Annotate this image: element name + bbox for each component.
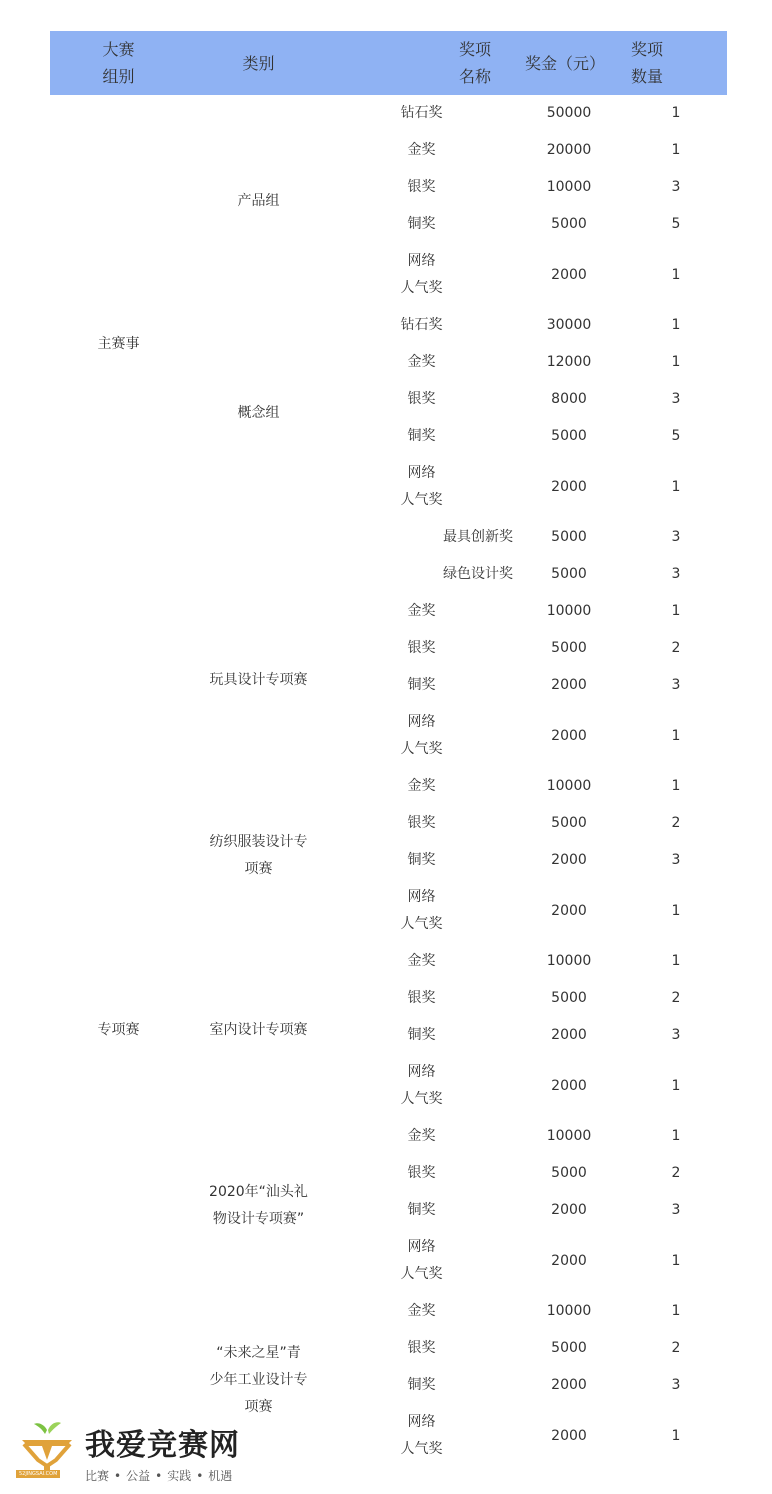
tagline-item: 机遇: [208, 1469, 233, 1483]
prize-cell: 5000: [551, 990, 587, 1006]
award-name-cell: [330, 206, 513, 243]
award-name-cell: [330, 307, 513, 344]
count-cell: 3: [671, 566, 681, 582]
award-name-cell: [330, 1293, 513, 1330]
award-name: 钻石奖: [400, 317, 443, 333]
award-name-cell: [330, 980, 513, 1017]
award-name-cell: [187, 556, 513, 593]
award-name-cell: [330, 1367, 513, 1404]
category-cell: [187, 593, 330, 768]
prize-cell: 2000: [551, 266, 587, 283]
watermark-tagline: [85, 1467, 232, 1484]
count-cell: 3: [671, 1377, 681, 1393]
category-label: 纺织服装设计专 项赛: [209, 833, 308, 877]
award-name: 最具创新奖: [443, 529, 513, 545]
count-cell: 1: [671, 266, 681, 283]
category-label: 2020年“汕头礼 物设计专项赛”: [209, 1183, 308, 1227]
prize-cell: 5000: [551, 216, 587, 232]
category-label: “未来之星”青 少年工业设计专 项赛: [209, 1345, 308, 1415]
count-cell: 2: [671, 990, 681, 1006]
count-cell: 1: [671, 603, 681, 619]
header-prize: [513, 31, 625, 95]
count-cell: 1: [671, 1128, 681, 1144]
award-name-cell: [330, 169, 513, 206]
prize-cell: 10000: [546, 778, 592, 794]
award-name: 金奖: [407, 354, 436, 370]
group-label: 主赛事: [97, 335, 140, 352]
category-cell: [187, 768, 330, 943]
award-name-cell: [330, 630, 513, 667]
award-name: 网络 人气奖: [400, 1064, 443, 1107]
award-name-cell: [330, 1054, 513, 1118]
award-name-cell: [330, 593, 513, 630]
award-name: 银奖: [407, 815, 436, 831]
table-header-row: [50, 31, 727, 95]
tagline-item: 比赛: [85, 1469, 110, 1483]
award-name: 金奖: [407, 1128, 436, 1144]
group-label: 专项赛: [97, 1022, 140, 1038]
prize-cell: 12000: [546, 354, 592, 370]
watermark-url: 52JINGSAI.COM: [16, 1470, 60, 1478]
count-cell: 5: [671, 216, 681, 232]
category-cell: [187, 307, 330, 519]
award-name: 网络 人气奖: [400, 1239, 443, 1282]
award-name-cell: [330, 418, 513, 455]
prize-cell: 10000: [546, 953, 592, 969]
prize-cell: 2000: [551, 677, 587, 693]
prize-cell: 10000: [546, 179, 592, 195]
award-name-cell: [330, 132, 513, 169]
header-award: [330, 31, 513, 95]
award-name-cell: [330, 1330, 513, 1367]
award-name: 银奖: [407, 640, 436, 656]
award-name: 钻石奖: [400, 105, 443, 121]
prize-cell: 5000: [551, 566, 587, 582]
count-cell: 1: [671, 142, 681, 158]
award-name-cell: [330, 344, 513, 381]
prize-cell: 5000: [551, 640, 587, 656]
award-name-cell: [330, 1192, 513, 1229]
category-cell: [187, 95, 330, 307]
award-name-cell: [330, 768, 513, 805]
prize-cell: 2000: [551, 1252, 587, 1269]
count-cell: 2: [671, 815, 681, 831]
awards-table: [50, 31, 727, 1468]
count-cell: 2: [671, 1165, 681, 1181]
award-name: 银奖: [407, 391, 436, 407]
award-name: 网络 人气奖: [400, 714, 443, 757]
count-cell: 1: [671, 317, 681, 333]
count-cell: 2: [671, 1340, 681, 1356]
count-cell: 1: [671, 727, 681, 744]
award-name: 网络 人气奖: [400, 1414, 443, 1457]
category-label: 概念组: [237, 404, 280, 421]
award-name: 金奖: [407, 953, 436, 969]
award-name: 网络 人气奖: [400, 889, 443, 932]
category-label: 产品组: [237, 192, 280, 209]
award-name: 绿色设计奖: [443, 566, 513, 582]
header-group-label: 大赛 组别: [102, 40, 135, 86]
bullet-icon: •: [155, 1469, 163, 1483]
prize-cell: 20000: [546, 142, 592, 158]
prize-cell: 50000: [546, 105, 592, 121]
award-name-cell: [330, 1404, 513, 1468]
award-name-cell: [330, 805, 513, 842]
award-name-cell: [330, 95, 513, 132]
prize-cell: 5000: [551, 1340, 587, 1356]
award-name-cell: [330, 1017, 513, 1054]
tagline-item: 实践: [167, 1469, 192, 1483]
table-row: [50, 593, 727, 630]
award-name-cell: [330, 842, 513, 879]
watermark-logo: [14, 1420, 264, 1484]
prize-cell: 2000: [551, 1427, 587, 1444]
award-name: 铜奖: [407, 1027, 436, 1043]
prize-cell: 2000: [551, 1077, 587, 1094]
header-group: [50, 31, 187, 95]
award-name: 金奖: [407, 142, 436, 158]
award-name: 银奖: [407, 1340, 436, 1356]
header-award-label: 奖项 名称: [458, 40, 491, 86]
count-cell: 1: [671, 1252, 681, 1269]
header-prize-label: 奖金（元）: [525, 53, 606, 73]
award-name-cell: [187, 519, 513, 556]
award-name: 金奖: [407, 778, 436, 794]
prize-cell: 5000: [551, 1165, 587, 1181]
count-cell: 5: [671, 428, 681, 444]
award-name: 银奖: [407, 1165, 436, 1181]
prize-cell: 2000: [551, 852, 587, 868]
group-cell: [50, 593, 187, 1468]
prize-cell: 2000: [551, 1027, 587, 1043]
prize-cell: 2000: [551, 727, 587, 744]
tagline-item: 公益: [126, 1469, 151, 1483]
prize-cell: 10000: [546, 1128, 592, 1144]
award-name: 网络 人气奖: [400, 253, 443, 296]
award-name-cell: [330, 667, 513, 704]
prize-cell: 30000: [546, 317, 592, 333]
count-cell: 1: [671, 953, 681, 969]
bullet-icon: •: [196, 1469, 204, 1483]
prize-cell: 8000: [551, 391, 587, 407]
award-name-cell: [330, 879, 513, 943]
count-cell: 1: [671, 1303, 681, 1319]
prize-cell: 5000: [551, 529, 587, 545]
award-name-cell: [330, 455, 513, 519]
count-cell: 3: [671, 179, 681, 195]
count-cell: 3: [671, 1027, 681, 1043]
count-cell: 1: [671, 902, 681, 919]
award-name-cell: [330, 381, 513, 418]
count-cell: 2: [671, 640, 681, 656]
table-row: [50, 95, 727, 132]
award-name-cell: [330, 243, 513, 307]
award-name-cell: [330, 1118, 513, 1155]
group-cell: [50, 95, 187, 593]
prize-cell: 2000: [551, 1202, 587, 1218]
category-label: 室内设计专项赛: [209, 1022, 308, 1038]
header-category: [187, 31, 330, 95]
award-name-cell: [330, 704, 513, 768]
award-name: 金奖: [407, 1303, 436, 1319]
count-cell: 1: [671, 105, 681, 121]
award-name: 铜奖: [407, 428, 436, 444]
award-name: 网络 人气奖: [400, 465, 443, 508]
count-cell: 1: [671, 478, 681, 495]
prize-cell: 2000: [551, 1377, 587, 1393]
award-name: 银奖: [407, 179, 436, 195]
award-name-cell: [330, 1229, 513, 1293]
header-count-label: 奖项 数量: [631, 40, 664, 86]
prize-cell: 2000: [551, 902, 587, 919]
count-cell: 3: [671, 529, 681, 545]
award-name-cell: [330, 1155, 513, 1192]
bullet-icon: •: [114, 1469, 122, 1483]
count-cell: 1: [671, 1077, 681, 1094]
award-name: 铜奖: [407, 1377, 436, 1393]
category-label: 玩具设计专项赛: [209, 672, 308, 688]
count-cell: 3: [671, 677, 681, 693]
count-cell: 1: [671, 354, 681, 370]
count-cell: 3: [671, 1202, 681, 1218]
prize-cell: 5000: [551, 815, 587, 831]
header-count: [625, 31, 727, 95]
award-name: 金奖: [407, 603, 436, 619]
awards-body: [50, 95, 727, 1468]
prize-cell: 2000: [551, 478, 587, 495]
count-cell: 1: [671, 778, 681, 794]
category-cell: [187, 1118, 330, 1293]
count-cell: 3: [671, 391, 681, 407]
count-cell: 3: [671, 852, 681, 868]
award-name: 铜奖: [407, 216, 436, 232]
header-category-label: 类别: [242, 53, 275, 73]
category-cell: [187, 943, 330, 1118]
award-name: 铜奖: [407, 677, 436, 693]
prize-cell: 10000: [546, 603, 592, 619]
watermark-name: 我爱竞赛网: [85, 1428, 240, 1463]
count-cell: 1: [671, 1427, 681, 1444]
award-name: 银奖: [407, 990, 436, 1006]
award-name-cell: [330, 943, 513, 980]
prize-cell: 10000: [546, 1303, 592, 1319]
prize-cell: 5000: [551, 428, 587, 444]
award-name: 铜奖: [407, 1202, 436, 1218]
award-name: 铜奖: [407, 852, 436, 868]
